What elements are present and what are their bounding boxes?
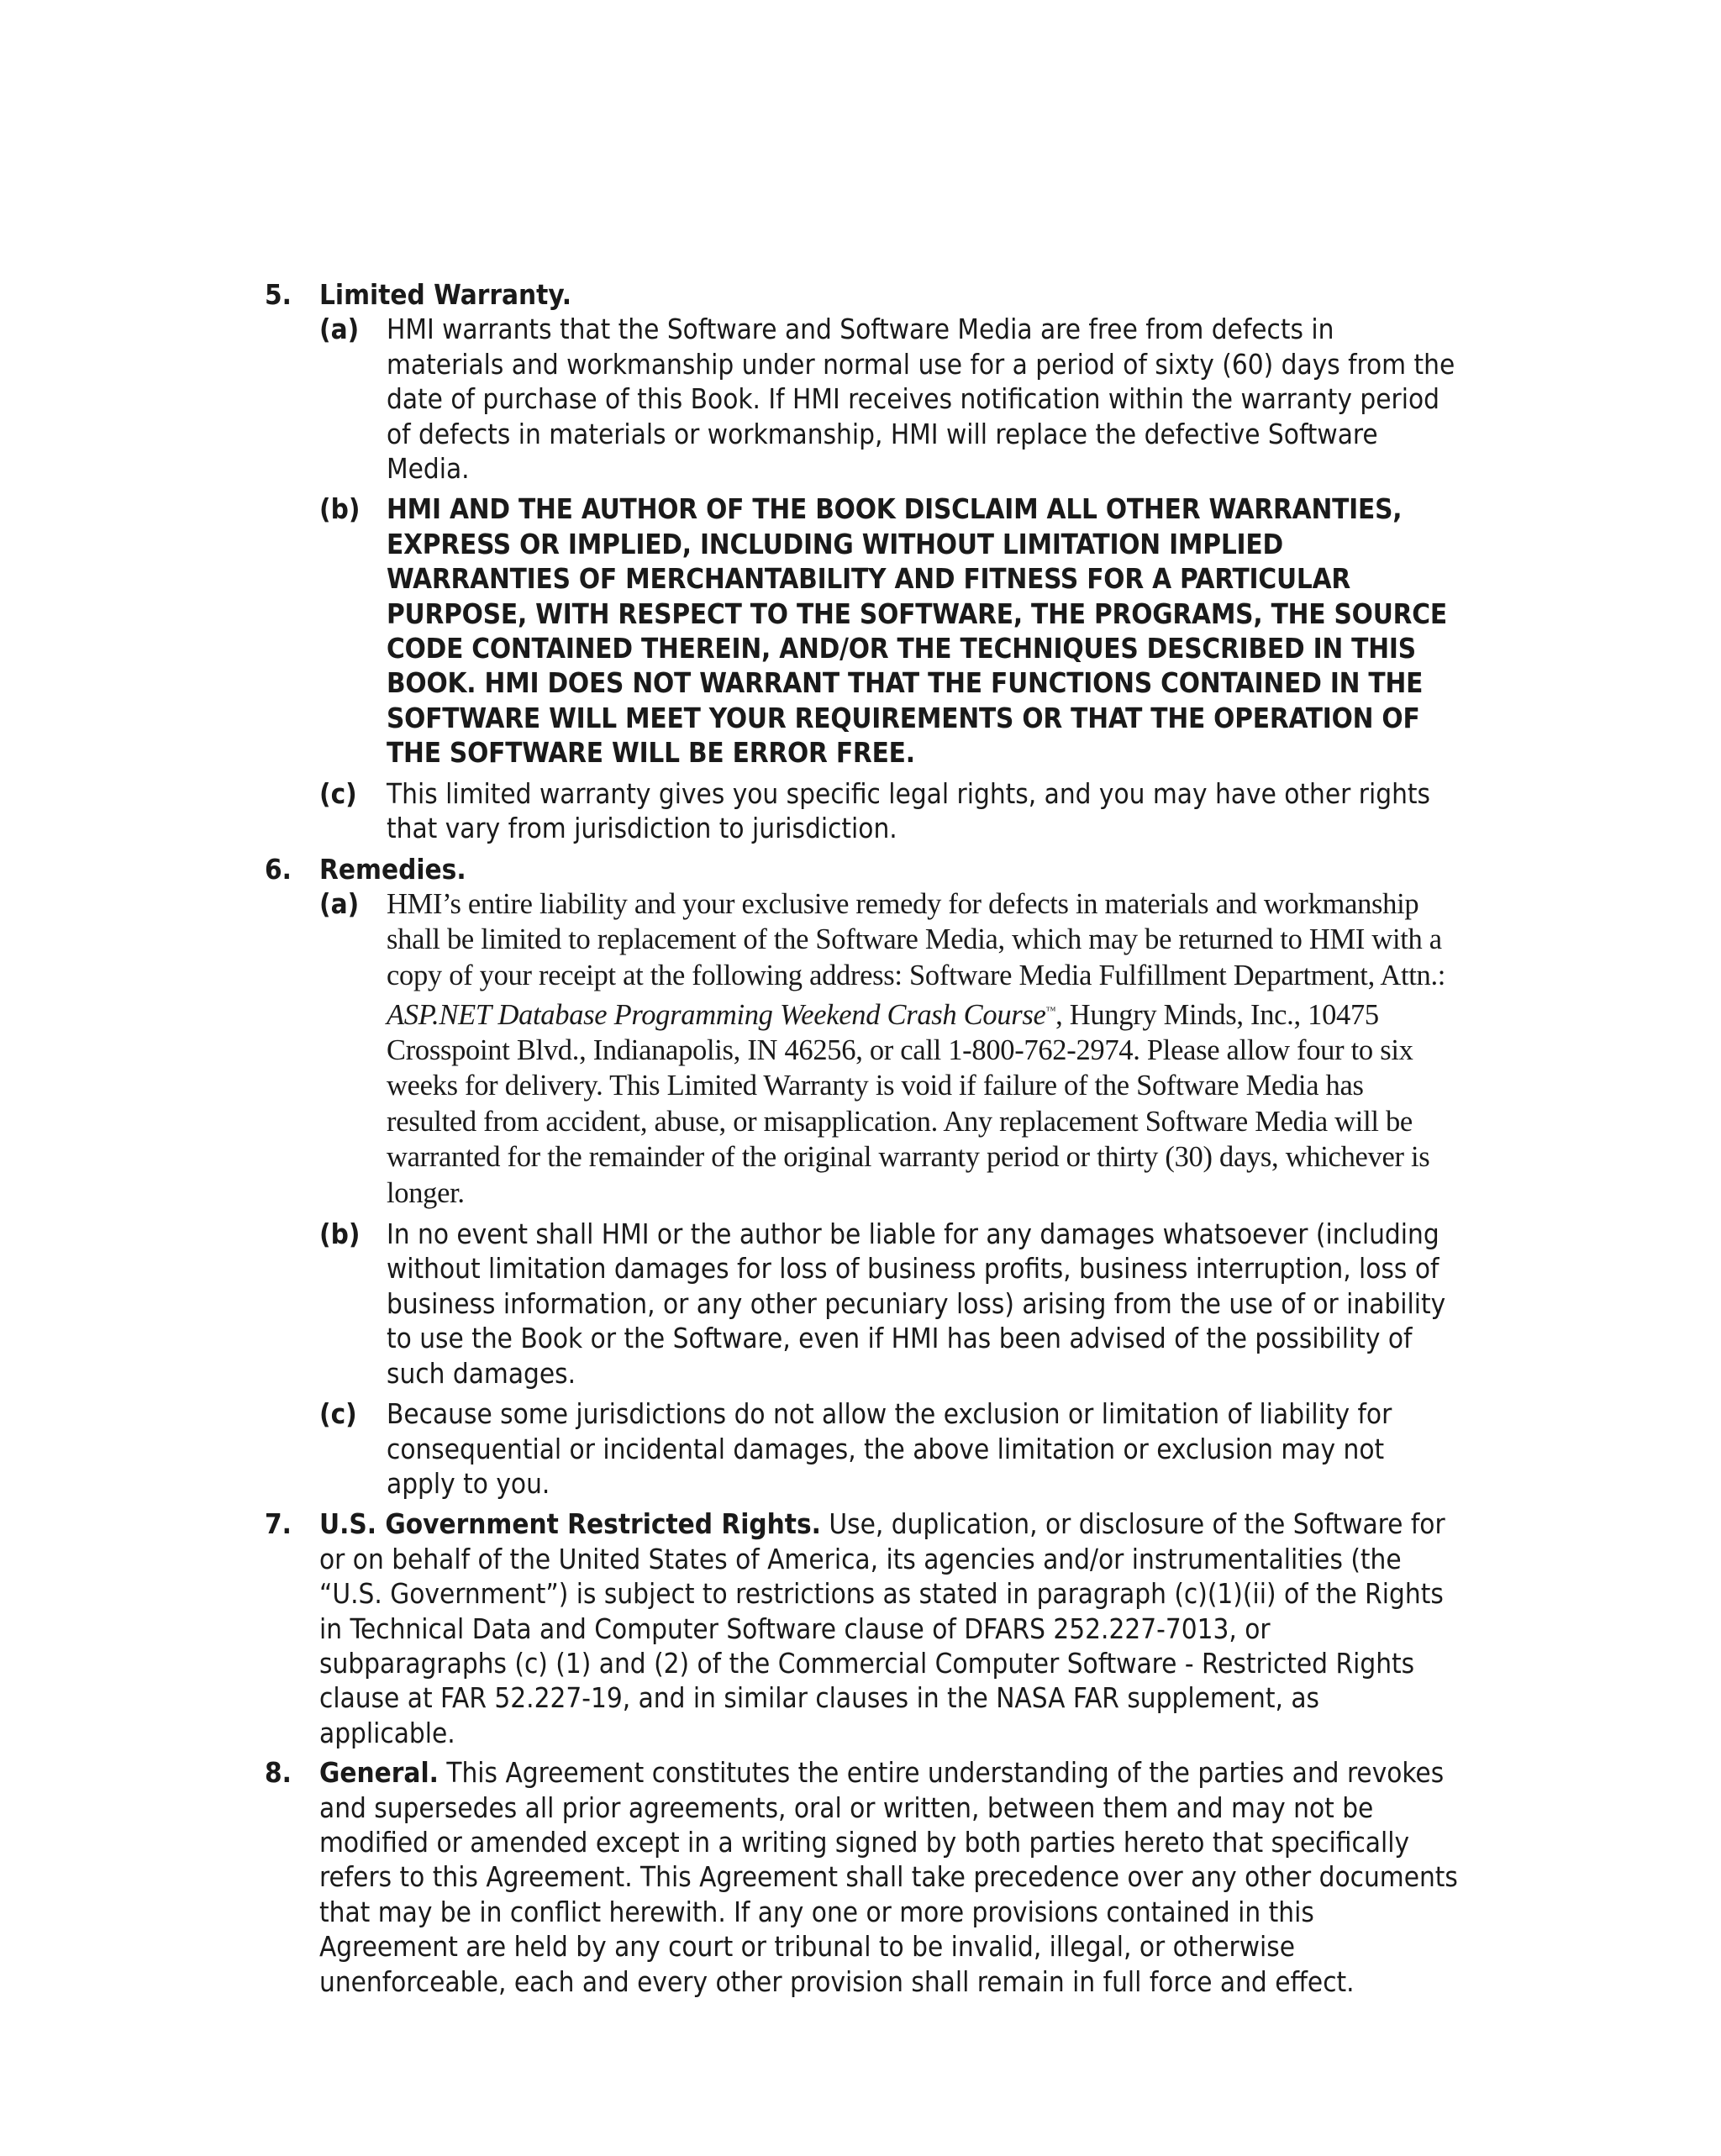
trademark-symbol: ™ (1045, 1004, 1056, 1017)
item-label: (a) (319, 886, 360, 920)
section-government-rights (265, 1507, 1458, 1750)
list-item (319, 1217, 1458, 1391)
disclaimer-text: HMI AND THE AUTHOR OF THE BOOK DISCLAIM ALL OTHER WARRANTIES, EXPRESS OR IMPLIED, INCLUDING WITHOUT LIMITATION IMPLIED WARRANTIES OF MERCHANTABILITY AND FITNESS FOR A PARTICULAR PURPOSE, WITH RESPECT TO THE SOFTWARE, THE PROGRAMS, THE SOURCE CODE CONTAINED THEREIN, AND/OR THE TECHNIQUES DESCRIBED IN THIS BOOK. HMI DOES NOT WARRANT THAT THE FUNCTIONS CONTAINED IN THE SOFTWARE WILL MEET YOUR REQUIREMENTS OR THAT THE OPERATION OF THE SOFTWARE WILL BE ERROR FREE. (387, 492, 1447, 770)
item-text: This limited warranty gives you specific legal rights, and you may have other rights that vary from jurisdiction to jurisdiction. (387, 776, 1430, 845)
section-text: This Agreement constitutes the entire understanding of the parties and revokes and supersedes all prior agreements, oral or written, between them and may not be modified or amended except in a writing signed by both parties hereto that specifically refers to this Agreement. This Agreement shall take precedence over any other documents that may be in conflict herewith. If any one or more provisions contained in this Agreement are held by any court or tribunal to be invalid, illegal, or otherwise unenforceable, each and every other provision shall remain in full force and effect. (319, 1756, 1458, 1998)
list-item (319, 776, 1458, 846)
section-body (319, 1507, 1458, 1750)
remedy-text-before: HMI’s entire liability and your exclusive remedy for defects in materials and workmanship shall be limited to replacement of the Software Media, which may be returned to HMI with a copy of your receipt at the following address: Software Media Fulfillment Department, Attn.: (387, 887, 1446, 991)
section-limited-warranty (265, 277, 1458, 846)
item-label: (b) (319, 492, 361, 526)
section-title: Remedies. (319, 852, 466, 886)
section-number: 5. (265, 278, 292, 311)
list-item (319, 492, 1458, 770)
section-body (319, 1755, 1458, 1999)
item-label: (c) (319, 776, 357, 810)
list-item (319, 1396, 1458, 1501)
item-label: (b) (319, 1217, 361, 1251)
section-general (265, 1755, 1458, 1999)
item-text: In no event shall HMI or the author be liable for any damages whatsoever (including without limitation damages for loss of business profits, business interruption, loss of business information, or any other pecuniary loss) arising from the use of or inability to use the Book or the Software, even if HMI has been advised of the possibility of such damages. (387, 1217, 1446, 1390)
item-label: (a) (319, 313, 360, 346)
item-label: (c) (319, 1397, 357, 1431)
list-item (319, 312, 1458, 486)
remedy-text-after: , Hungry Minds, Inc., 10475 Crosspoint Blvd., Indianapolis, IN 46256, or call 1-800-762-2974. Please allow four to six weeks for delivery. This Limited Warranty is void if failure of the Software Media has resulted from accident, abuse, or misapplication. Any replacement Software Media will be warranted for the remainder of the original warranty period or thirty (30) days, whichever is longer. (387, 998, 1430, 1209)
section-number: 7. (265, 1507, 292, 1541)
license-page (265, 277, 1458, 2004)
section-text: Use, duplication, or disclosure of the Software for or on behalf of the United States of America, its agencies and/or instrumentalities (the “U.S. Government”) is subject to restrictions as stated in paragraph (c)(1)(ii) of the Rights in Technical Data and Computer Software clause of DFARS 252.227-7013, or subparagraphs (c) (1) and (2) of the Commercial Computer Software - Restricted Rights clause at FAR 52.227-19, and in similar clauses in the NASA FAR supplement, as applicable. (319, 1507, 1445, 1749)
book-title: ASP.NET Database Programming Weekend Crash Course (387, 998, 1046, 1031)
item-text (387, 888, 1445, 1209)
section-title: General. (319, 1756, 439, 1790)
section-remedies (265, 852, 1458, 1501)
item-text: HMI warrants that the Software and Software Media are free from defects in materials and workmanship under normal use for a period of sixty (60) days from the date of purchase of this Book. If HMI receives notification within the warranty period of defects in materials or workmanship, HMI will replace the defective Software Media. (387, 313, 1455, 486)
section-title: Limited Warranty. (319, 278, 571, 311)
item-text: Because some jurisdictions do not allow the exclusion or limitation of liability for consequential or incidental damages, the above limitation or exclusion may not apply to you. (387, 1397, 1392, 1500)
list-item (319, 886, 1458, 1211)
section-title: U.S. Government Restricted Rights. (319, 1507, 821, 1541)
section-number: 8. (265, 1756, 292, 1790)
section-number: 6. (265, 852, 292, 886)
